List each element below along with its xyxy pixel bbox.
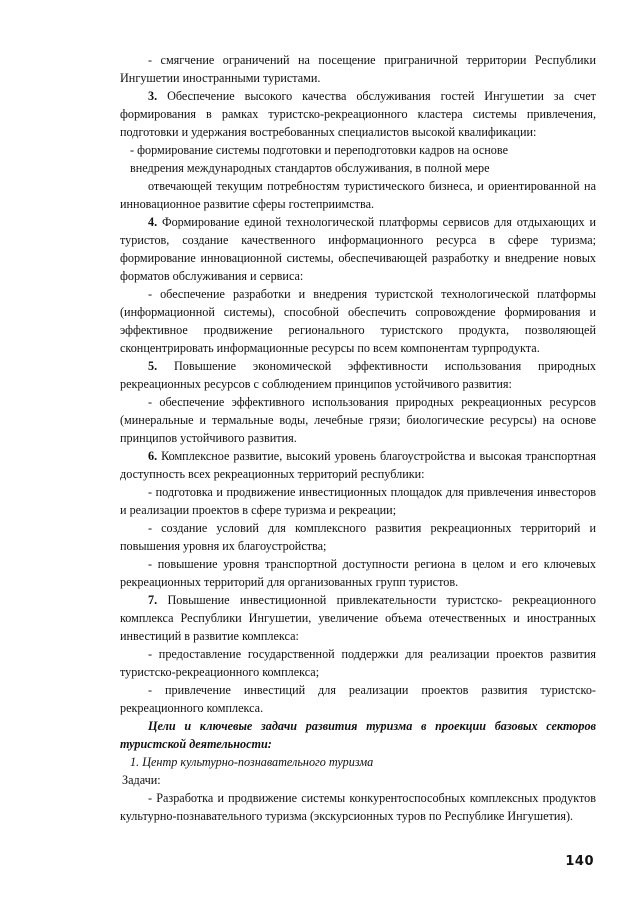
paragraph: - привлечение инвестиций для реализации проектов развития туристско-рекреационного комплекса. bbox=[120, 683, 596, 715]
item-text: Обеспечение высокого качества обслуживания гостей Ингушетии за счет формирования в рамках туристско-рекреационного кластера системы привлечения, подготовки и удержания востребованных специалистов высокой квалификации: bbox=[120, 89, 596, 139]
paragraph bbox=[120, 357, 596, 393]
item-text: Повышение экономической эффективности использования природных рекреационных ресурсов с соблюдением принципов устойчивого развития: bbox=[120, 359, 596, 391]
paragraph: - формирование системы подготовки и переподготовки кадров на основе bbox=[130, 143, 508, 157]
item-number: 6. bbox=[148, 449, 158, 463]
paragraph: - подготовка и продвижение инвестиционных площадок для привлечения инвесторов и реализации проектов в сфере туризма и рекреации; bbox=[120, 485, 596, 517]
paragraph: - Разработка и продвижение системы конкурентоспособных комплексных продуктов культурно-познавательного туризма (экскурсионных туров по Республике Ингушетия). bbox=[120, 791, 596, 823]
page-number: 140 bbox=[565, 854, 594, 869]
section-heading: Цели и ключевые задачи развития туризма в проекции базовых секторов туристской деятельности: bbox=[120, 719, 596, 751]
paragraph bbox=[120, 447, 596, 483]
paragraph: - повышение уровня транспортной доступности региона в целом и его ключевых рекреационных территорий для организованных групп туристов. bbox=[120, 557, 596, 589]
item-text: Формирование единой технологической платформы сервисов для отдыхающих и туристов, создание качественного информационного ресурса в сфере туризма; формирование инновационной системы, обеспечивающей разработку и внедрение новых форматов обслуживания и сервиса: bbox=[120, 215, 596, 283]
page-body bbox=[120, 51, 596, 825]
paragraph bbox=[120, 591, 596, 645]
paragraph bbox=[120, 87, 596, 141]
paragraph: - смягчение ограничений на посещение приграничной территории Республики Ингушетии иностранными туристами. bbox=[120, 53, 596, 85]
item-number: 4. bbox=[148, 215, 158, 229]
item-number: 5. bbox=[148, 359, 158, 373]
paragraph: внедрения международных стандартов обслуживания, в полной мере bbox=[130, 161, 490, 175]
paragraph: отвечающей текущим потребностям туристического бизнеса, и ориентированной на инновационное развитие сферы гостеприимства. bbox=[120, 179, 596, 211]
paragraph: - предоставление государственной поддержки для реализации проектов развития туристско-рекреационного комплекса; bbox=[120, 647, 596, 679]
paragraph bbox=[120, 213, 596, 285]
item-number: 3. bbox=[148, 89, 158, 103]
item-number: 7. bbox=[148, 593, 158, 607]
item-text: Комплексное развитие, высокий уровень благоустройства и высокая транспортная доступность всех рекреационных территорий республики: bbox=[120, 449, 596, 481]
subsection-heading: 1. Центр культурно-познавательного туризма bbox=[130, 755, 374, 769]
item-text: Повышение инвестиционной привлекательности туристско- рекреационного комплекса Республики Ингушетии, увеличение объема отечественных и иностранных инвестиций в развитие комплекса: bbox=[120, 593, 596, 643]
tasks-label: Задачи: bbox=[122, 773, 161, 787]
paragraph: - создание условий для комплексного развития рекреационных территорий и повышения уровня их благоустройства; bbox=[120, 521, 596, 553]
paragraph: - обеспечение разработки и внедрения туристской технологической платформы (информационной системы), способной обеспечить сопровождение формирования и эффективное продвижение регионального туристского продукта, позволяющей сконцентрировать информационные ресурсы по всем компонентам турпродукта. bbox=[120, 287, 596, 355]
paragraph: - обеспечение эффективного использования природных рекреационных ресурсов (минеральные и термальные воды, лечебные грязи; биологические ресурсы) на основе принципов устойчивого развития. bbox=[120, 395, 596, 445]
